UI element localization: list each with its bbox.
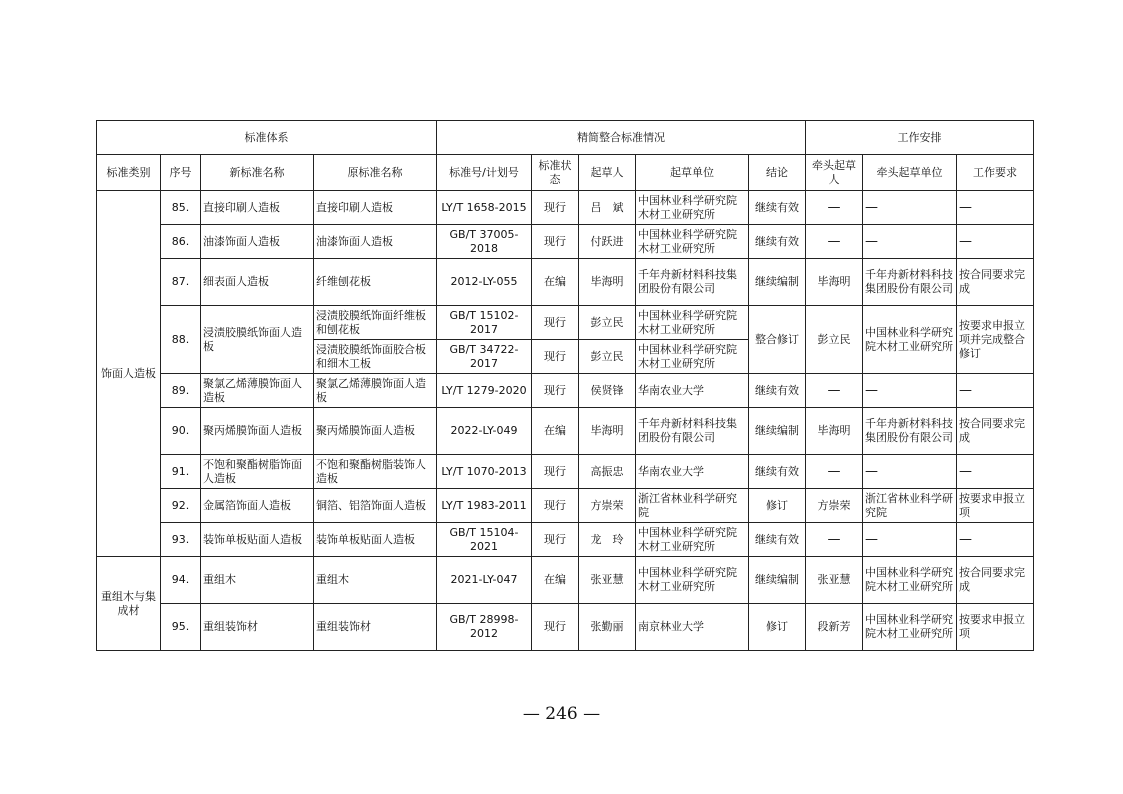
lead-unit-cell: —: [863, 225, 957, 259]
orig-name-cell: 浸渍胶膜纸饰面胶合板和细木工板: [314, 340, 437, 374]
col-std-no: 标准号/计划号: [437, 155, 532, 191]
seq-cell: 91.: [161, 455, 201, 489]
lead-drafter-cell: —: [806, 191, 863, 225]
status-cell: 在编: [532, 557, 579, 604]
drafter-cell: 吕 斌: [579, 191, 636, 225]
seq-cell: 90.: [161, 408, 201, 455]
unit-cell: 中国林业科学研究院木材工业研究所: [636, 557, 749, 604]
col-lead-drafter: 牵头起草人: [806, 155, 863, 191]
lead-drafter-cell: —: [806, 374, 863, 408]
table-row: [97, 191, 1034, 225]
std-no-cell: GB/T 28998-2012: [437, 604, 532, 651]
new-name-cell: 油漆饰面人造板: [201, 225, 314, 259]
std-no-cell: GB/T 37005-2018: [437, 225, 532, 259]
unit-cell: 华南农业大学: [636, 374, 749, 408]
orig-name-cell: 浸渍胶膜纸饰面纤维板和刨花板: [314, 306, 437, 340]
table-row: [97, 523, 1034, 557]
std-no-cell: LY/T 1658-2015: [437, 191, 532, 225]
conclusion-cell: 继续编制: [749, 259, 806, 306]
unit-cell: 千年舟新材料科技集团股份有限公司: [636, 259, 749, 306]
orig-name-cell: 纤维刨花板: [314, 259, 437, 306]
std-no-cell: LY/T 1279-2020: [437, 374, 532, 408]
table-row: [97, 604, 1034, 651]
orig-name-cell: 装饰单板贴面人造板: [314, 523, 437, 557]
drafter-cell: 付跃进: [579, 225, 636, 259]
lead-drafter-cell: —: [806, 225, 863, 259]
requirement-cell: —: [957, 225, 1034, 259]
lead-drafter-cell: 彭立民: [806, 306, 863, 374]
category-cell: 饰面人造板: [97, 191, 161, 557]
group-work-arrangement: 工作安排: [806, 121, 1034, 155]
status-cell: 现行: [532, 604, 579, 651]
requirement-cell: 按要求申报立项: [957, 604, 1034, 651]
lead-drafter-cell: —: [806, 455, 863, 489]
unit-cell: 南京林业大学: [636, 604, 749, 651]
requirement-cell: —: [957, 523, 1034, 557]
lead-drafter-cell: 张亚慧: [806, 557, 863, 604]
std-no-cell: 2012-LY-055: [437, 259, 532, 306]
new-name-cell: 不饱和聚酯树脂饰面人造板: [201, 455, 314, 489]
lead-unit-cell: 中国林业科学研究院木材工业研究所: [863, 604, 957, 651]
unit-cell: 中国林业科学研究院木材工业研究所: [636, 306, 749, 340]
drafter-cell: 张亚慧: [579, 557, 636, 604]
requirement-cell: 按合同要求完成: [957, 408, 1034, 455]
std-no-cell: LY/T 1070-2013: [437, 455, 532, 489]
unit-cell: 中国林业科学研究院木材工业研究所: [636, 191, 749, 225]
lead-drafter-cell: —: [806, 523, 863, 557]
new-name-cell: 重组木: [201, 557, 314, 604]
orig-name-cell: 不饱和聚酯树脂装饰人造板: [314, 455, 437, 489]
new-name-cell: 浸渍胶膜纸饰面人造板: [201, 306, 314, 374]
std-no-cell: GB/T 34722-2017: [437, 340, 532, 374]
status-cell: 现行: [532, 489, 579, 523]
orig-name-cell: 重组装饰材: [314, 604, 437, 651]
drafter-cell: 侯贤锋: [579, 374, 636, 408]
new-name-cell: 细表面人造板: [201, 259, 314, 306]
unit-cell: 中国林业科学研究院木材工业研究所: [636, 225, 749, 259]
table-row: [97, 455, 1034, 489]
seq-cell: 94.: [161, 557, 201, 604]
unit-cell: 浙江省林业科学研究院: [636, 489, 749, 523]
col-status: 标准状态: [532, 155, 579, 191]
lead-drafter-cell: 方崇荣: [806, 489, 863, 523]
requirement-cell: —: [957, 374, 1034, 408]
drafter-cell: 毕海明: [579, 259, 636, 306]
lead-unit-cell: —: [863, 455, 957, 489]
requirement-cell: 按要求申报立项: [957, 489, 1034, 523]
drafter-cell: 方崇荣: [579, 489, 636, 523]
status-cell: 现行: [532, 306, 579, 340]
lead-drafter-cell: 毕海明: [806, 408, 863, 455]
lead-unit-cell: 中国林业科学研究院木材工业研究所: [863, 306, 957, 374]
new-name-cell: 聚丙烯膜饰面人造板: [201, 408, 314, 455]
new-name-cell: 重组装饰材: [201, 604, 314, 651]
col-category: 标准类别: [97, 155, 161, 191]
status-cell: 现行: [532, 340, 579, 374]
lead-unit-cell: 千年舟新材料科技集团股份有限公司: [863, 408, 957, 455]
conclusion-cell: 修订: [749, 604, 806, 651]
conclusion-cell: 继续编制: [749, 408, 806, 455]
requirement-cell: —: [957, 191, 1034, 225]
new-name-cell: 聚氯乙烯薄膜饰面人造板: [201, 374, 314, 408]
lead-unit-cell: 浙江省林业科学研究院: [863, 489, 957, 523]
col-seq: 序号: [161, 155, 201, 191]
conclusion-cell: 修订: [749, 489, 806, 523]
requirement-cell: 按要求申报立项并完成整合修订: [957, 306, 1034, 374]
unit-cell: 中国林业科学研究院木材工业研究所: [636, 340, 749, 374]
page-number: — 246 —: [522, 704, 601, 724]
seq-cell: 85.: [161, 191, 201, 225]
seq-cell: 92.: [161, 489, 201, 523]
col-drafter: 起草人: [579, 155, 636, 191]
col-lead-unit: 牵头起草单位: [863, 155, 957, 191]
drafter-cell: 彭立民: [579, 306, 636, 340]
status-cell: 在编: [532, 259, 579, 306]
unit-cell: 中国林业科学研究院木材工业研究所: [636, 523, 749, 557]
requirement-cell: —: [957, 455, 1034, 489]
std-no-cell: LY/T 1983-2011: [437, 489, 532, 523]
group-header-row: [97, 121, 1034, 155]
table-row: [97, 225, 1034, 259]
status-cell: 在编: [532, 408, 579, 455]
conclusion-cell: 继续有效: [749, 225, 806, 259]
lead-unit-cell: 中国林业科学研究院木材工业研究所: [863, 557, 957, 604]
table-row: [97, 489, 1034, 523]
col-requirement: 工作要求: [957, 155, 1034, 191]
drafter-cell: 张勤丽: [579, 604, 636, 651]
orig-name-cell: 重组木: [314, 557, 437, 604]
std-no-cell: 2022-LY-049: [437, 408, 532, 455]
status-cell: 现行: [532, 374, 579, 408]
col-unit: 起草单位: [636, 155, 749, 191]
lead-drafter-cell: 段新芳: [806, 604, 863, 651]
conclusion-cell: 整合修订: [749, 306, 806, 374]
drafter-cell: 龙 玲: [579, 523, 636, 557]
requirement-cell: 按合同要求完成: [957, 557, 1034, 604]
seq-cell: 87.: [161, 259, 201, 306]
conclusion-cell: 继续有效: [749, 455, 806, 489]
conclusion-cell: 继续编制: [749, 557, 806, 604]
conclusion-cell: 继续有效: [749, 523, 806, 557]
unit-cell: 千年舟新材料科技集团股份有限公司: [636, 408, 749, 455]
seq-cell: 93.: [161, 523, 201, 557]
drafter-cell: 高振忠: [579, 455, 636, 489]
column-header-row: [97, 155, 1034, 191]
requirement-cell: 按合同要求完成: [957, 259, 1034, 306]
seq-cell: 95.: [161, 604, 201, 651]
seq-cell: 89.: [161, 374, 201, 408]
lead-unit-cell: 千年舟新材料科技集团股份有限公司: [863, 259, 957, 306]
drafter-cell: 毕海明: [579, 408, 636, 455]
status-cell: 现行: [532, 191, 579, 225]
table-row: [97, 408, 1034, 455]
orig-name-cell: 聚丙烯膜饰面人造板: [314, 408, 437, 455]
table-row: [97, 557, 1034, 604]
col-new-name: 新标准名称: [201, 155, 314, 191]
seq-cell: 88.: [161, 306, 201, 374]
lead-unit-cell: —: [863, 374, 957, 408]
new-name-cell: 直接印刷人造板: [201, 191, 314, 225]
lead-unit-cell: —: [863, 191, 957, 225]
new-name-cell: 金属箔饰面人造板: [201, 489, 314, 523]
group-standard-system: 标准体系: [97, 121, 437, 155]
status-cell: 现行: [532, 225, 579, 259]
status-cell: 现行: [532, 523, 579, 557]
standards-table: [96, 120, 1034, 651]
std-no-cell: 2021-LY-047: [437, 557, 532, 604]
orig-name-cell: 油漆饰面人造板: [314, 225, 437, 259]
col-conclusion: 结论: [749, 155, 806, 191]
drafter-cell: 彭立民: [579, 340, 636, 374]
unit-cell: 华南农业大学: [636, 455, 749, 489]
conclusion-cell: 继续有效: [749, 374, 806, 408]
orig-name-cell: 聚氯乙烯薄膜饰面人造板: [314, 374, 437, 408]
table-row: [97, 306, 1034, 340]
seq-cell: 86.: [161, 225, 201, 259]
status-cell: 现行: [532, 455, 579, 489]
lead-drafter-cell: 毕海明: [806, 259, 863, 306]
col-orig-name: 原标准名称: [314, 155, 437, 191]
table-row: [97, 374, 1034, 408]
orig-name-cell: 直接印刷人造板: [314, 191, 437, 225]
lead-unit-cell: —: [863, 523, 957, 557]
group-integration: 精简整合标准情况: [437, 121, 806, 155]
orig-name-cell: 铜箔、铝箔饰面人造板: [314, 489, 437, 523]
std-no-cell: GB/T 15102-2017: [437, 306, 532, 340]
new-name-cell: 装饰单板贴面人造板: [201, 523, 314, 557]
table-row: [97, 259, 1034, 306]
conclusion-cell: 继续有效: [749, 191, 806, 225]
category-cell: 重组木与集成材: [97, 557, 161, 651]
std-no-cell: GB/T 15104-2021: [437, 523, 532, 557]
